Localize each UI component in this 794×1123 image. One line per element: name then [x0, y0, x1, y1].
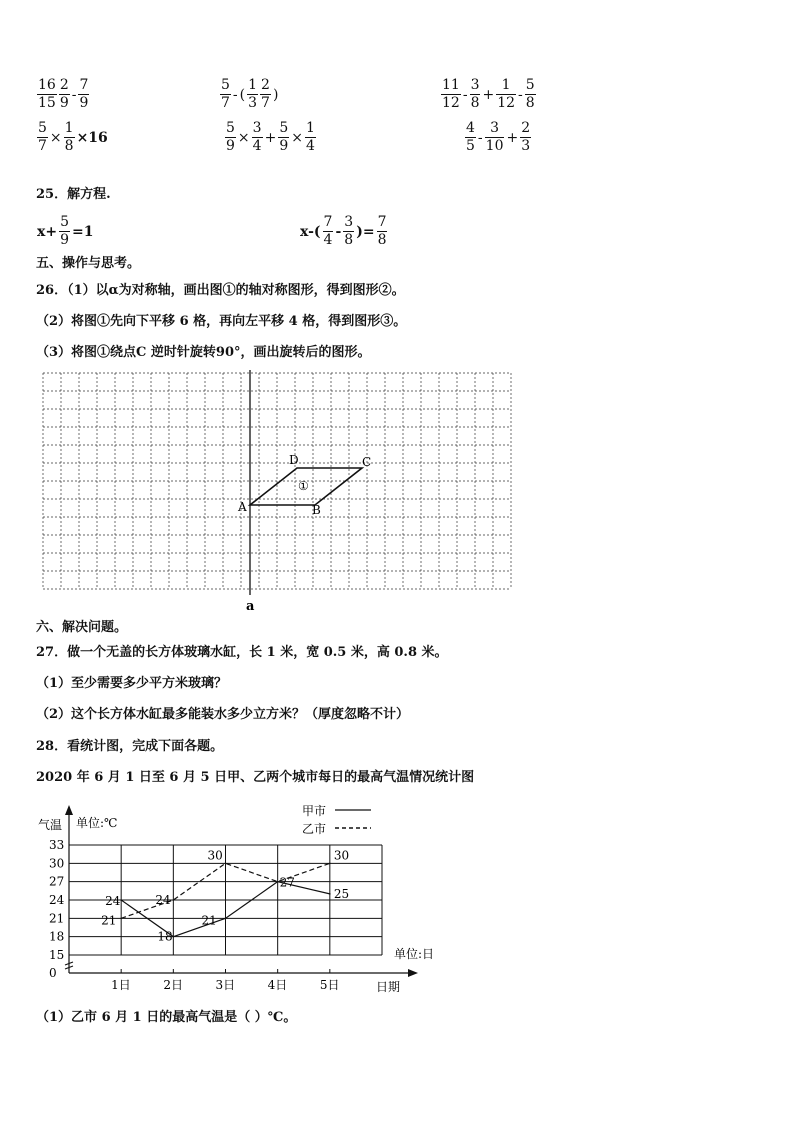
section-5-heading: 五、操作与思考。 [36, 256, 141, 271]
q28-title: 28．看统计图，完成下面各题。 [36, 739, 224, 754]
label-figure-1: ① [298, 479, 309, 493]
q25-title: 25．解方程. [36, 187, 111, 202]
calc-expr-6: $\frac{4}{5}$ - $\frac{3}{10}$ + $\frac{2}{3}$ [466, 120, 531, 154]
y-axis-arrow [65, 805, 73, 815]
q26-line-3: （3）将图①绕点C 逆时针旋转90°，画出旋转后的图形。 [36, 345, 371, 360]
y-unit-label: 单位:℃ [76, 816, 118, 830]
x-unit-label: 单位:日 [394, 947, 435, 961]
data-point [329, 893, 331, 895]
axis-label-a: a [246, 599, 255, 614]
legend-label-yi: 乙市 [302, 822, 327, 836]
q25-equation-2: x-( $\frac{7}{4}$ - $\frac{3}{8}$ )= $\frac{7}{8}$ [300, 214, 387, 248]
x-tick-label: 3日 [215, 978, 236, 992]
dashed-grid [43, 373, 511, 589]
label-d: D [289, 453, 299, 467]
data-point [225, 918, 227, 920]
data-point [120, 918, 122, 920]
legend-label-jia: 甲市 [302, 804, 327, 818]
data-label: 18 [157, 929, 173, 944]
y-tick-label: 18 [49, 929, 65, 944]
q27-line-3: （2）这个长方体水缸最多能装水多少立方米？（厚度忽略不计） [36, 707, 410, 722]
y-axis-title: 气温 [38, 818, 63, 832]
q26-line-1: 26．（1）以α为对称轴，画出图①的轴对称图形，得到图形②。 [36, 283, 405, 298]
section-6-heading: 六、解决问题。 [36, 620, 128, 635]
data-point [173, 899, 175, 901]
y-tick-label: 27 [49, 874, 65, 889]
data-label: 25 [333, 886, 350, 901]
data-point [173, 936, 175, 938]
calc-expr-2: $\frac{5}{7}$ - ( $\frac{1}{3}$ $\frac{2}{7}$ ) [221, 77, 279, 111]
data-point [120, 899, 122, 901]
y-tick-label: 30 [49, 856, 65, 871]
x-tick-label: 2日 [163, 978, 183, 992]
q27-line-1: 27．做一个无盖的长方体玻璃水缸，长 1 米，宽 0.5 米，高 0.8 米。 [36, 645, 448, 660]
grid-figure [40, 370, 514, 615]
y-tick-label: 33 [49, 838, 65, 852]
q27-line-2: （1）至少需要多少平方米玻璃？ [36, 676, 228, 691]
data-label: 30 [207, 848, 223, 863]
q26-line-2: （2）将图①先向下平移 6 格，再向左平移 4 格，得到图形③。 [36, 314, 407, 329]
chart-title: 2020 年 6 月 1 日至 6 月 5 日甲、乙两个城市每日的最高气温情况统计图 [36, 770, 475, 785]
data-label: 24 [105, 894, 121, 908]
temperature-chart [32, 795, 452, 1000]
x-axis-arrow [408, 969, 418, 977]
x-tick-label: 5日 [319, 978, 340, 992]
calc-expr-5: $\frac{5}{9}$ × $\frac{3}{4}$ + $\frac{5}{9}$ × $\frac{1}{4}$ [226, 120, 315, 154]
data-label: 24 [155, 893, 171, 907]
x-tick-label: 4日 [267, 978, 288, 992]
y-tick-label: 21 [49, 911, 65, 926]
x-tick-label: 1日 [111, 978, 131, 992]
label-b: B [312, 503, 321, 517]
data-label: 30 [333, 848, 350, 863]
data-point [225, 863, 227, 865]
x-axis-title: 日期 [376, 980, 401, 994]
data-label: 21 [201, 913, 217, 928]
q25-equation-1: x+ $\frac{5}{9}$ =1 [37, 214, 94, 248]
calc-expr-3: $\frac{11}{12}$ - $\frac{3}{8}$ + $\frac{1}{12}$ - $\frac{5}{8}$ [442, 77, 535, 111]
calc-expr-4: $\frac{5}{7}$ × $\frac{1}{8}$ ×16 [38, 120, 108, 154]
calc-expr-1: $\frac{16}{15}$ $\frac{2}{9}$ - $\frac{7}{9}$ [38, 77, 89, 111]
data-point [329, 863, 331, 865]
data-point [277, 881, 279, 883]
q28-sub-1: （1）乙市 6 月 1 日的最高气温是（ ）℃。 [36, 1010, 297, 1025]
y-tick-label: 24 [49, 893, 65, 907]
label-c: C [362, 455, 372, 469]
y-tick-label: 0 [49, 966, 57, 980]
label-a: A [238, 500, 247, 514]
data-label: 27 [279, 875, 295, 890]
data-label: 21 [101, 913, 117, 928]
y-tick-label: 15 [49, 948, 65, 962]
